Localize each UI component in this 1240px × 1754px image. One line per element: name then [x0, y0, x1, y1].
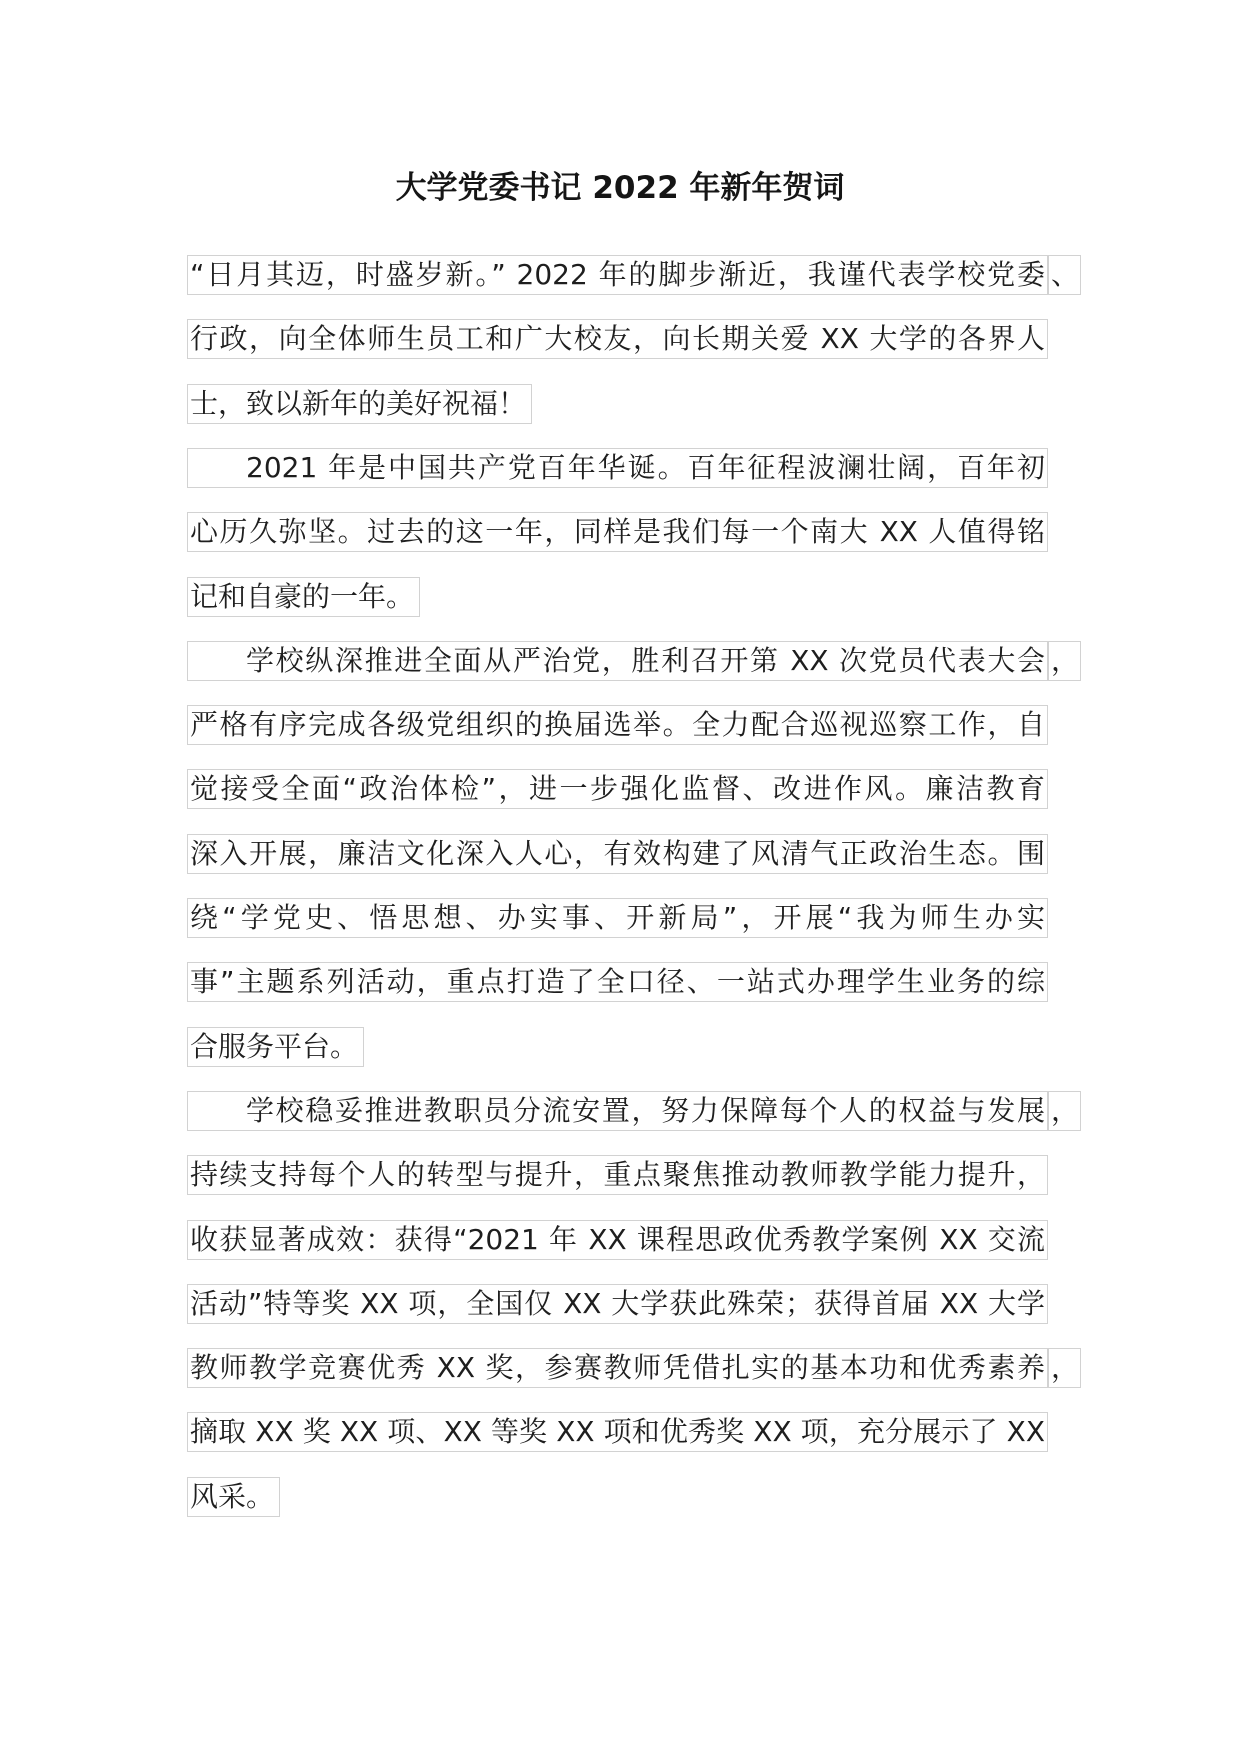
text-line: 学校纵深推进全面从严治党，胜利召开第 XX 次党员代表大会 — [187, 641, 1048, 681]
text-line: 风采。 — [187, 1477, 280, 1517]
text-line: 深入开展，廉洁文化深入人心，有效构建了风清气正政治生态。围 — [187, 834, 1048, 874]
text-line-tail: ， — [1048, 641, 1081, 681]
text-line: 活动”特等奖 XX 项，全国仅 XX 大学获此殊荣；获得首届 XX 大学 — [187, 1284, 1048, 1324]
text-line: 严格有序完成各级党组织的换届选举。全力配合巡视巡察工作，自 — [187, 705, 1048, 745]
text-line: 绕“学党史、悟思想、办实事、开新局”，开展“我为师生办实 — [187, 898, 1048, 938]
text-line: 心历久弥坚。过去的这一年，同样是我们每一个南大 XX 人值得铭 — [187, 512, 1048, 552]
document-title: 大学党委书记 2022 年新年贺词 — [395, 170, 845, 206]
text-line: 学校稳妥推进教职员分流安置，努力保障每个人的权益与发展 — [187, 1091, 1048, 1131]
text-line: 摘取 XX 奖 XX 项、XX 等奖 XX 项和优秀奖 XX 项，充分展示了 XX — [187, 1412, 1048, 1452]
text-line-tail: ， — [1048, 1091, 1081, 1131]
text-line: 2021 年是中国共产党百年华诞。百年征程波澜壮阔，百年初 — [187, 448, 1048, 488]
text-line: 持续支持每个人的转型与提升，重点聚焦推动教师教学能力提升， — [187, 1155, 1048, 1195]
text-line: 教师教学竞赛优秀 XX 奖，参赛教师凭借扎实的基本功和优秀素养 — [187, 1348, 1048, 1388]
text-line: 士，致以新年的美好祝福！ — [187, 384, 532, 424]
text-line: “日月其迈，时盛岁新。” 2022 年的脚步渐近，我谨代表学校党委 — [187, 255, 1048, 295]
text-line-tail: 、 — [1048, 255, 1081, 295]
text-line: 行政，向全体师生员工和广大校友，向长期关爱 XX 大学的各界人 — [187, 319, 1048, 359]
text-line: 记和自豪的一年。 — [187, 577, 420, 617]
text-line: 合服务平台。 — [187, 1027, 364, 1067]
text-line: 觉接受全面“政治体检”，进一步强化监督、改进作风。廉洁教育 — [187, 769, 1048, 809]
text-line: 事”主题系列活动，重点打造了全口径、一站式办理学生业务的综 — [187, 962, 1048, 1002]
text-line: 收获显著成效：获得“2021 年 XX 课程思政优秀教学案例 XX 交流 — [187, 1220, 1048, 1260]
text-line-tail: ， — [1048, 1348, 1081, 1388]
